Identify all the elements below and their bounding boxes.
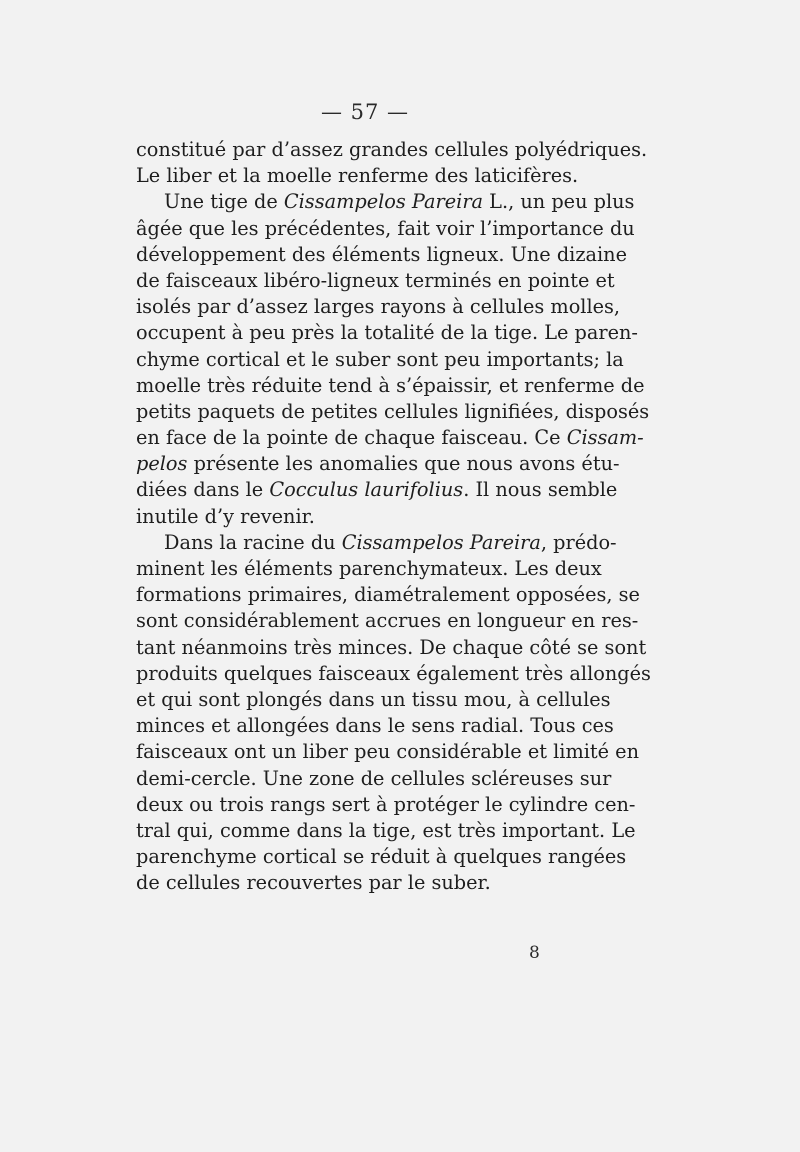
text-line: isolés par d’assez larges rayons à cellules molles, [136, 295, 621, 319]
text-line: minces et allongées dans le sens radial. Tous ces [136, 714, 614, 738]
text-line: formations primaires, diamétralement opposées, se [136, 583, 640, 607]
text-line: faisceaux ont un liber peu considérable et limité en [136, 740, 640, 764]
text-line: occupent à peu près la totalité de la tige. Le paren- [136, 321, 638, 345]
text-line: de cellules recouvertes par le suber. [136, 871, 491, 895]
text-line: Le liber et la moelle renferme des laticifères. [136, 164, 579, 188]
italic-species-name: Cissampelos Pareira [341, 530, 541, 554]
text-line: chyme cortical et le suber sont peu importants; la [136, 347, 624, 371]
italic-species-name: pelos [136, 452, 188, 476]
text-line: sont considérablement accrues en longueur en res- [136, 609, 639, 633]
text-line: de faisceaux libéro-ligneux terminés en pointe et [136, 268, 615, 292]
text-line: deux ou trois rangs sert à protéger le cylindre cen- [136, 792, 636, 816]
text-line: pelos présente les anomalies que nous avons étu- [136, 452, 620, 476]
text-line: tral qui, comme dans la tige, est très important. Le [136, 818, 636, 842]
text-line: tant néanmoins très minces. De chaque côté se sont [136, 635, 647, 659]
text-line: âgée que les précédentes, fait voir l’importance du [136, 216, 635, 240]
text-line: produits quelques faisceaux également très allongés [136, 661, 651, 685]
text-line: inutile d’y revenir. [136, 504, 315, 528]
signature-mark: 8 [529, 943, 540, 963]
page-number: — 57 — [320, 100, 410, 124]
text-line: Une tige de Cissampelos Pareira L., un peu plus [164, 190, 635, 214]
text-line: Dans la racine du Cissampelos Pareira, prédo- [164, 530, 617, 554]
text-line: parenchyme cortical se réduit à quelques rangées [136, 845, 627, 869]
italic-species-name: Cocculus laurifolius [269, 478, 464, 502]
text-line: diées dans le Cocculus laurifolius. Il nous semble [136, 478, 618, 502]
text-line: demi-cercle. Une zone de cellules scléreuses sur [136, 766, 612, 790]
text-line: et qui sont plongés dans un tissu mou, à cellules [136, 687, 611, 711]
text-line: développement des éléments ligneux. Une dizaine [136, 242, 627, 266]
text-line: constitué par d’assez grandes cellules polyédriques. [136, 138, 648, 161]
text-line: moelle très réduite tend à s’épaissir, et renferme de [136, 373, 645, 397]
italic-species-name: Cissam- [566, 426, 644, 450]
body-text [136, 137, 651, 896]
italic-species-name: Cissampelos Pareira [283, 190, 484, 214]
text-line: minent les éléments parenchymateux. Les deux [136, 557, 602, 580]
text-line: petits paquets de petites cellules lignifiées, disposés [136, 399, 650, 423]
text-line: en face de la pointe de chaque faisceau. Ce Cissam- [136, 426, 644, 450]
